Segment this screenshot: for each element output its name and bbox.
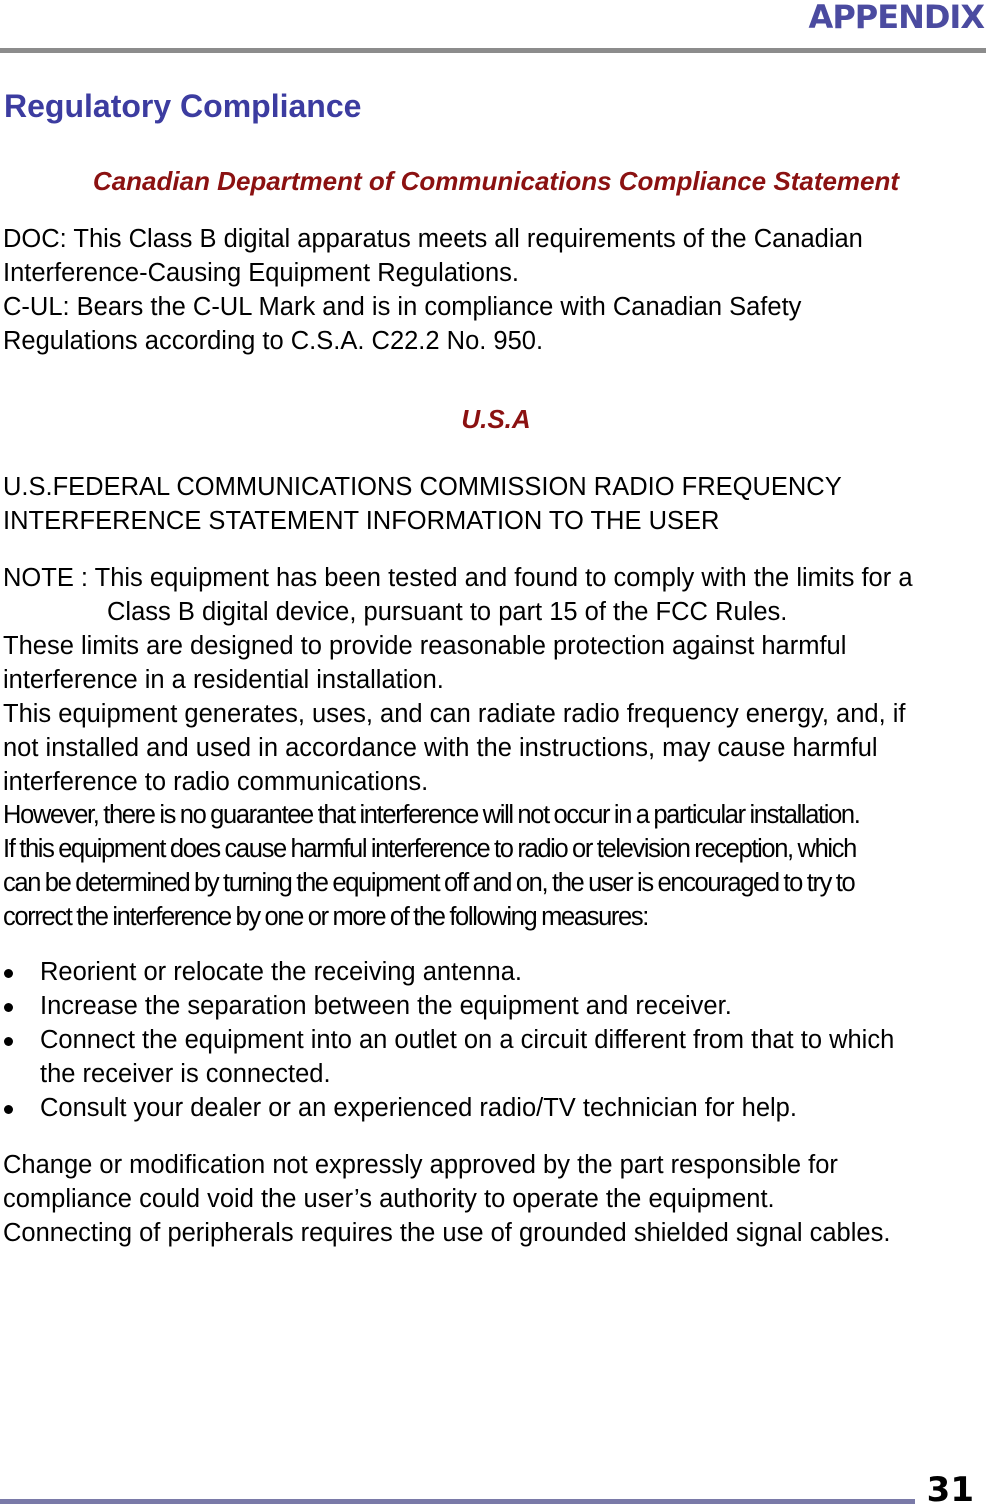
canada-heading: Canadian Department of Communications Compliance Statement <box>92 166 900 196</box>
note-line: Class B digital device, pursuant to part 15 of the FCC Rules. <box>107 598 788 626</box>
note-line: interference in a residential installation. <box>3 666 444 694</box>
interference-line: However, there is no guarantee that interference will not occur in a particular installation. <box>3 801 860 829</box>
bullet-icon <box>4 969 13 978</box>
list-item <box>0 1023 894 1091</box>
note-line: NOTE : This equipment has been tested and found to comply with the limits for a <box>3 564 913 592</box>
interference-line: correct the interference by one or more of the following measures: <box>3 903 649 931</box>
measure-text: Consult your dealer or an experienced radio/TV technician for help. <box>40 1094 797 1122</box>
measure-text: Increase the separation between the equipment and receiver. <box>40 992 732 1020</box>
closing-line: Change or modification not expressly approved by the part responsible for <box>3 1151 838 1179</box>
interference-paragraph <box>3 798 860 934</box>
header-rule <box>0 48 986 53</box>
fcc-note <box>3 561 913 799</box>
list-item <box>0 1091 894 1125</box>
measure-text: Reorient or relocate the receiving antenna. <box>40 958 522 986</box>
bullet-icon <box>4 1003 13 1012</box>
appendix-header-label: APPENDIX <box>808 0 984 36</box>
canada-line: Interference-Causing Equipment Regulations. <box>3 259 519 287</box>
usa-heading: U.S.A <box>461 404 531 434</box>
measure-text: Connect the equipment into an outlet on a circuit different from that to which <box>40 1026 895 1054</box>
canada-line: DOC: This Class B digital apparatus meets all requirements of the Canadian <box>3 225 863 253</box>
closing-line: compliance could void the user’s authority to operate the equipment. <box>3 1185 775 1213</box>
note-line: not installed and used in accordance with the instructions, may cause harmful <box>3 734 878 762</box>
bullet-icon <box>4 1105 13 1114</box>
list-item <box>0 955 894 989</box>
fcc-statement-title <box>3 470 842 538</box>
closing-line: Connecting of peripherals requires the use of grounded shielded signal cables. <box>3 1219 891 1247</box>
interference-line: can be determined by turning the equipment off and on, the user is encouraged to try to <box>3 869 855 897</box>
list-item <box>0 989 894 1023</box>
page-number: 31 <box>926 1470 974 1510</box>
note-line: interference to radio communications. <box>3 768 429 796</box>
canada-statement <box>3 222 863 358</box>
note-line: These limits are designed to provide reasonable protection against harmful <box>3 632 847 660</box>
canada-line: C-UL: Bears the C-UL Mark and is in compliance with Canadian Safety <box>3 293 802 321</box>
canada-line: Regulations according to C.S.A. C22.2 No. 950. <box>3 327 544 355</box>
page-title: Regulatory Compliance <box>4 88 362 124</box>
note-line: This equipment generates, uses, and can radiate radio frequency energy, and, if <box>3 700 906 728</box>
closing-paragraph <box>3 1148 890 1250</box>
measure-text-continued: the receiver is connected. <box>40 1060 331 1088</box>
footer-rule <box>0 1499 915 1504</box>
fcc-line: INTERFERENCE STATEMENT INFORMATION TO THE USER <box>3 507 720 535</box>
bullet-icon <box>4 1037 13 1046</box>
fcc-line: U.S.FEDERAL COMMUNICATIONS COMMISSION RADIO FREQUENCY <box>3 473 842 501</box>
interference-line: If this equipment does cause harmful interference to radio or television reception, which <box>3 835 856 863</box>
measures-list <box>0 955 894 1125</box>
